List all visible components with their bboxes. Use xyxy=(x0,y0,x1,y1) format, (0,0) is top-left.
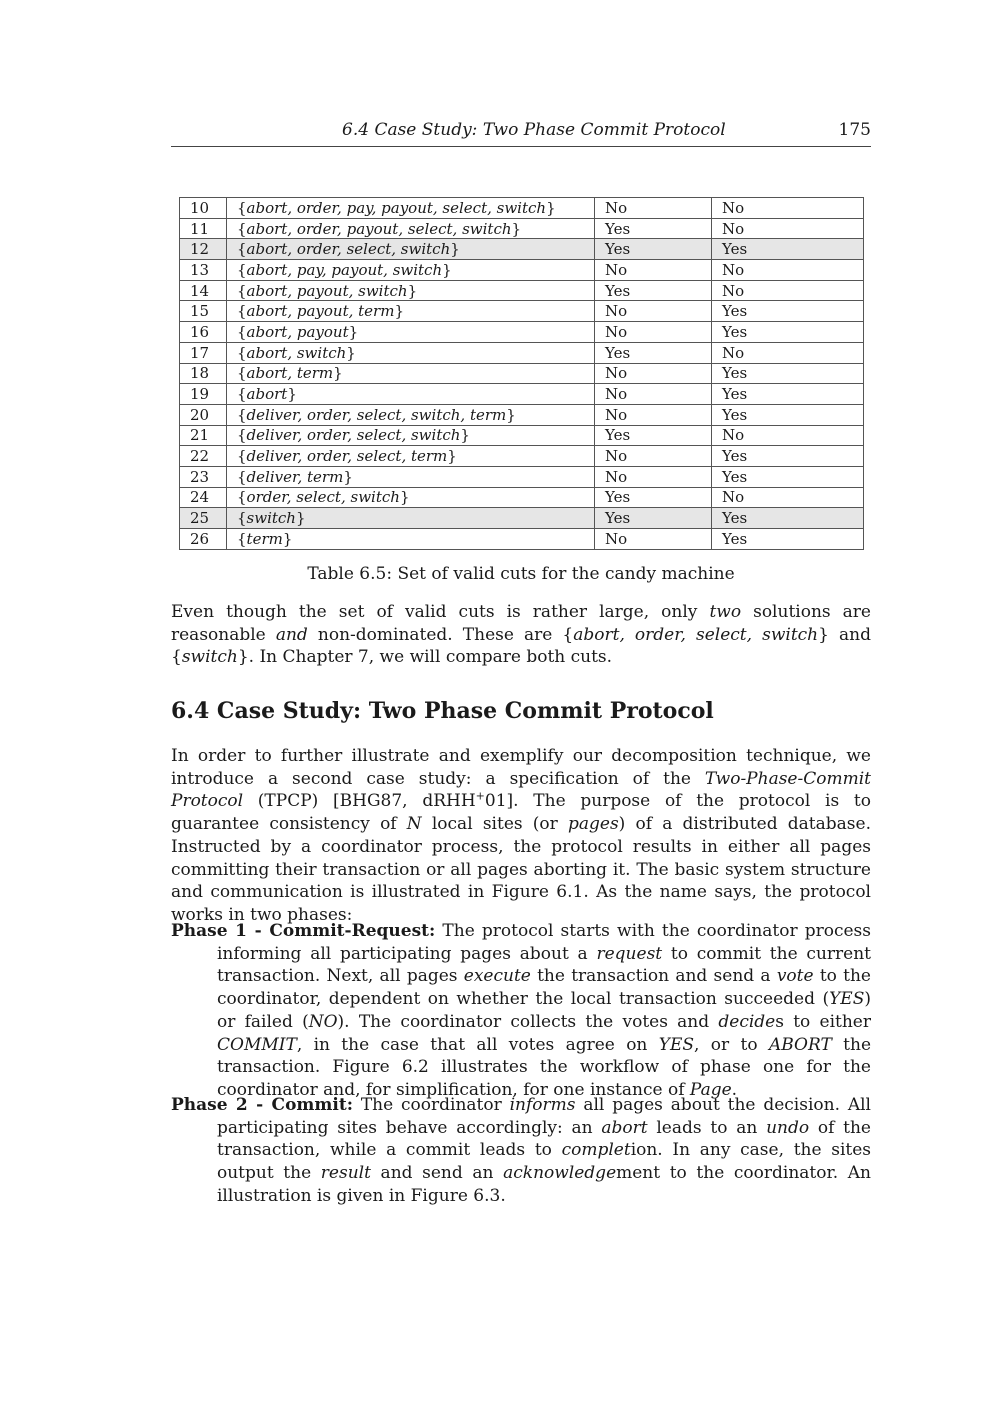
cut-index-cell: 19 xyxy=(180,384,227,405)
cut-flag-b-cell: No xyxy=(712,218,864,239)
cut-flag-b-cell: Yes xyxy=(712,466,864,487)
cut-set-cell: {abort, order, pay, payout, select, switch} xyxy=(227,198,595,219)
cut-index-cell: 15 xyxy=(180,301,227,322)
cut-index-cell: 13 xyxy=(180,260,227,281)
cut-index-cell: 23 xyxy=(180,466,227,487)
cut-set-cell: {abort, payout, switch} xyxy=(227,280,595,301)
running-title: 6.4 Case Study: Two Phase Commit Protocol xyxy=(342,120,726,140)
section-heading: 6.4 Case Study: Two Phase Commit Protocol xyxy=(171,698,714,724)
cut-set-cell: {deliver, order, select, switch} xyxy=(227,425,595,446)
running-header xyxy=(171,120,871,147)
cut-flag-a-cell: No xyxy=(595,363,712,384)
valid-cuts-table xyxy=(179,197,864,550)
cut-flag-b-cell: No xyxy=(712,425,864,446)
paragraph-tpcp-intro: In order to further illustrate and exemplify our decomposition technique, we introduce a second case study: a specification of the Two-Phase-Commit Protocol (TPCP) [BHG87, dRHH+01]. The purpose of the protocol is to guarantee consistency of N local sites (or pages) of a distributed database. Instructed by a coordinator process, the protocol results in either all pages committing their transaction or all pages aborting it. The basic system structure and communication is illustrated in Figure 6.1. As the name says, the protocol works in two phases: xyxy=(171,746,871,925)
table-caption: Table 6.5: Set of valid cuts for the candy machine xyxy=(307,564,735,584)
cut-flag-a-cell: Yes xyxy=(595,239,712,260)
cut-flag-b-cell: No xyxy=(712,487,864,508)
cut-flag-b-cell: No xyxy=(712,280,864,301)
cut-index-cell: 10 xyxy=(180,198,227,219)
cut-set-cell: {deliver, term} xyxy=(227,466,595,487)
cut-flag-a-cell: No xyxy=(595,529,712,550)
cut-index-cell: 22 xyxy=(180,446,227,467)
cut-flag-a-cell: No xyxy=(595,466,712,487)
cut-flag-b-cell: No xyxy=(712,260,864,281)
table-row xyxy=(180,363,864,384)
phase-2-description: Phase 2 - Commit: The coordinator informs all pages about the decision. All participating sites behave accordingly: an abort leads to an undo of the transaction, while a commit leads to completion. In any case, the sites output the result and send an acknowledgement to the coordinator. An illustration is given in Figure 6.3. xyxy=(171,1095,872,1206)
cut-flag-a-cell: Yes xyxy=(595,218,712,239)
cut-flag-a-cell: No xyxy=(595,322,712,343)
cut-set-cell: {abort, payout} xyxy=(227,322,595,343)
cut-set-cell: {term} xyxy=(227,529,595,550)
table-row xyxy=(180,342,864,363)
table-row xyxy=(180,218,864,239)
table-row xyxy=(180,508,864,529)
table-row xyxy=(180,446,864,467)
cut-flag-b-cell: Yes xyxy=(712,239,864,260)
cut-flag-b-cell: Yes xyxy=(712,508,864,529)
table-row xyxy=(180,404,864,425)
cut-set-cell: {abort} xyxy=(227,384,595,405)
cut-flag-a-cell: No xyxy=(595,446,712,467)
cut-flag-a-cell: No xyxy=(595,198,712,219)
cut-flag-b-cell: Yes xyxy=(712,384,864,405)
cut-flag-a-cell: Yes xyxy=(595,280,712,301)
table-row xyxy=(180,260,864,281)
cut-flag-a-cell: No xyxy=(595,260,712,281)
cut-index-cell: 21 xyxy=(180,425,227,446)
cut-index-cell: 25 xyxy=(180,508,227,529)
cut-index-cell: 16 xyxy=(180,322,227,343)
table-row xyxy=(180,529,864,550)
cut-flag-b-cell: Yes xyxy=(712,322,864,343)
phase-1-description: Phase 1 - Commit-Request: The protocol starts with the coordinator process informing all participating pages about a request to commit the current transaction. Next, all pages execute the transaction and send a vote to the coordinator, dependent on whether the local transaction succeeded (YES) or failed (NO). The coordinator collects the votes and decides to either COMMIT, in the case that all votes agree on YES, or to ABORT the transaction. Figure 6.2 illustrates the workflow of phase one for the coordinator and, for simplification, for one instance of Page. xyxy=(171,921,872,1100)
cut-set-cell: {abort, term} xyxy=(227,363,595,384)
cut-flag-b-cell: Yes xyxy=(712,404,864,425)
cut-index-cell: 12 xyxy=(180,239,227,260)
table-row xyxy=(180,280,864,301)
table-row xyxy=(180,239,864,260)
cut-set-cell: {switch} xyxy=(227,508,595,529)
table-row xyxy=(180,425,864,446)
table-row xyxy=(180,466,864,487)
phase-1-term: Phase 1 - Commit-Request: xyxy=(171,921,436,941)
cut-flag-b-cell: Yes xyxy=(712,446,864,467)
cut-index-cell: 24 xyxy=(180,487,227,508)
cut-set-cell: {deliver, order, select, switch, term} xyxy=(227,404,595,425)
valid-cuts-table-body xyxy=(180,198,864,550)
cut-set-cell: {abort, order, payout, select, switch} xyxy=(227,218,595,239)
cut-index-cell: 26 xyxy=(180,529,227,550)
table-row xyxy=(180,487,864,508)
table-row xyxy=(180,322,864,343)
cut-flag-a-cell: No xyxy=(595,404,712,425)
cut-index-cell: 14 xyxy=(180,280,227,301)
cut-set-cell: {abort, payout, term} xyxy=(227,301,595,322)
cut-flag-a-cell: Yes xyxy=(595,487,712,508)
cut-set-cell: {deliver, order, select, term} xyxy=(227,446,595,467)
paragraph-valid-cuts: Even though the set of valid cuts is rather large, only two solutions are reasonable and non-dominated. These are {abort, order, select, switch} and {switch}. In Chapter 7, we will compare both cuts. xyxy=(171,602,871,668)
cut-set-cell: {abort, order, select, switch} xyxy=(227,239,595,260)
cut-flag-b-cell: Yes xyxy=(712,529,864,550)
cut-set-cell: {order, select, switch} xyxy=(227,487,595,508)
cut-flag-b-cell: No xyxy=(712,342,864,363)
cut-set-cell: {abort, switch} xyxy=(227,342,595,363)
cut-set-cell: {abort, pay, payout, switch} xyxy=(227,260,595,281)
page-number: 175 xyxy=(838,120,871,140)
cut-flag-a-cell: Yes xyxy=(595,508,712,529)
cut-index-cell: 17 xyxy=(180,342,227,363)
table-row xyxy=(180,384,864,405)
cut-index-cell: 18 xyxy=(180,363,227,384)
cut-index-cell: 11 xyxy=(180,218,227,239)
cut-flag-b-cell: Yes xyxy=(712,301,864,322)
cut-flag-a-cell: No xyxy=(595,384,712,405)
cut-index-cell: 20 xyxy=(180,404,227,425)
cut-flag-a-cell: No xyxy=(595,301,712,322)
cut-flag-b-cell: No xyxy=(712,198,864,219)
table-row xyxy=(180,198,864,219)
table-row xyxy=(180,301,864,322)
cut-flag-a-cell: Yes xyxy=(595,342,712,363)
phase-2-term: Phase 2 - Commit: xyxy=(171,1095,353,1115)
cut-flag-b-cell: Yes xyxy=(712,363,864,384)
cut-flag-a-cell: Yes xyxy=(595,425,712,446)
